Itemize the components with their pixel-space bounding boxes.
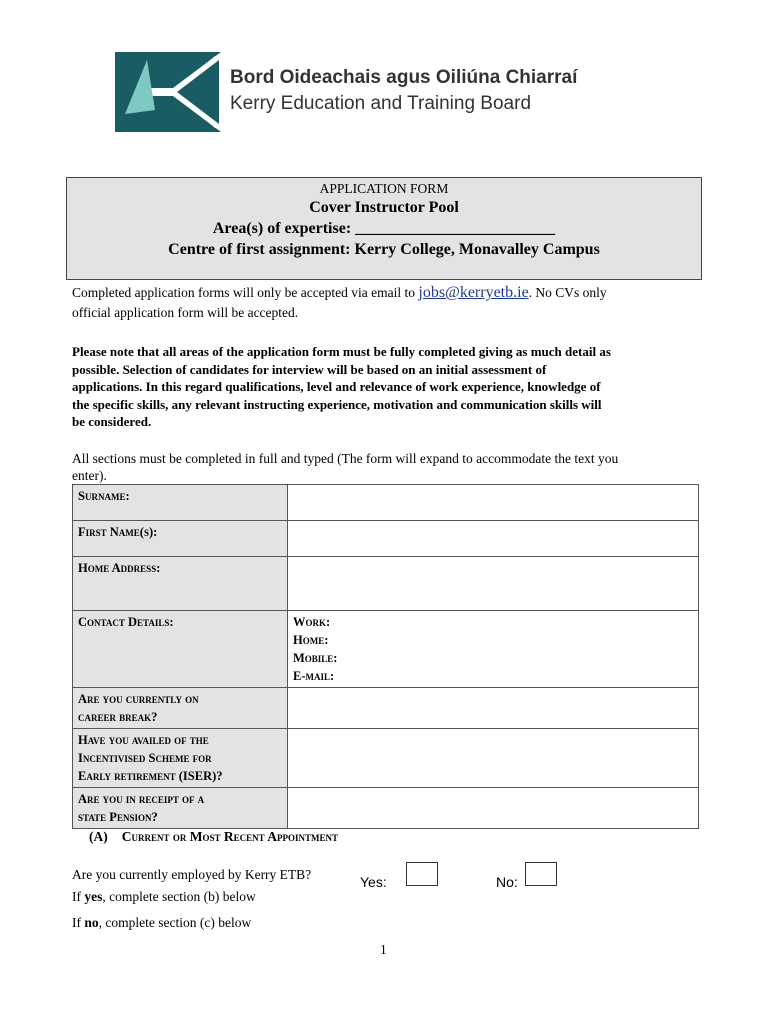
career-break-field[interactable] [288,688,699,729]
pension-label [73,788,288,829]
email-label: E-mail: [293,669,335,683]
table-row [73,485,699,521]
employment-question: Are you currently employed by Kerry ETB? [72,867,312,882]
iser-text-3: Early retirement (ISER)? [78,769,223,783]
notice-line-4: the specific skills, any relevant instructing experience, motivation and communication skills will [72,397,602,412]
iser-field[interactable] [288,729,699,788]
surname-field[interactable] [288,485,699,521]
logo-name-english: Kerry Education and Training Board [230,93,532,114]
contact-details-field[interactable] [288,611,699,688]
kerry-etb-logo [115,52,221,132]
if-yes-bold: yes [84,889,103,904]
pension-text-2: state Pension? [78,810,158,824]
notice-line-5: be considered. [72,414,152,429]
if-yes-post: , complete section (b) below [102,889,256,904]
instructions-line-1: All sections must be completed in full and typed (The form will expand to accommodate the text you [72,451,619,466]
table-row [73,729,699,788]
table-row [73,611,699,688]
expertise-line: Area(s) of expertise: _________________________ [212,220,556,237]
email-link[interactable]: jobs@kerryetb.ie [418,284,529,301]
intro-line-2: official application form will be accepted. [72,305,299,320]
home-address-label: Home Address: [73,557,288,611]
intro-line-1 [72,284,607,302]
home-address-field[interactable] [288,557,699,611]
if-yes-line [72,888,256,906]
career-break-text-1: Are you currently on [78,692,199,706]
logo-name-irish: Bord Oideachais agus Oiliúna Chiarraí [230,67,578,88]
table-row [73,557,699,611]
section-a-marker: (A) [89,829,108,844]
table-row [73,521,699,557]
section-a-title: Current or Most Recent Appointment [121,829,339,844]
section-a-heading [89,829,338,845]
yes-label: Yes: [360,874,387,890]
no-label: No: [496,874,518,890]
mobile-label: Mobile: [293,651,338,665]
iser-text-1: Have you availed of the [78,733,209,747]
career-break-label [73,688,288,729]
if-no-pre: If [72,915,85,930]
notice-line-2: possible. Selection of candidates for interview will be based on an initial assessment of [72,362,547,377]
page-number: 1 [380,942,387,957]
career-break-text-2: career break? [78,710,158,724]
iser-label [73,729,288,788]
if-yes-pre: If [72,889,85,904]
notice-line-1: Please note that all areas of the application form must be fully completed giving as much detail as [72,344,611,359]
if-no-bold: no [84,915,99,930]
table-row [73,788,699,829]
pension-text-1: Are you in receipt of a [78,792,205,806]
home-label: Home: [293,633,329,647]
personal-details-table [72,484,699,829]
yes-checkbox[interactable] [406,862,438,886]
contact-details-label: Contact Details: [73,611,288,688]
no-checkbox[interactable] [525,862,557,886]
centre-line: Centre of first assignment: Kerry College, Monavalley Campus [168,241,600,258]
instructions-line-2: enter). [72,468,107,483]
work-label: Work: [293,615,331,629]
if-no-post: , complete section (c) below [98,915,252,930]
form-title: APPLICATION FORM [319,181,449,196]
header-box [66,177,702,280]
first-names-field[interactable] [288,521,699,557]
pension-field[interactable] [288,788,699,829]
iser-text-2: Incentivised Scheme for [78,751,212,765]
intro-text: Completed application forms will only be accepted via email to [72,285,419,300]
surname-label: Surname: [73,485,288,521]
intro-text-2: . No CVs only [528,285,607,300]
first-names-label: First Name(s): [73,521,288,557]
if-no-line [72,914,251,932]
notice-line-3: applications. In this regard qualifications, level and relevance of work experience, knowledge of [72,379,601,394]
table-row [73,688,699,729]
pool-title: Cover Instructor Pool [309,199,459,216]
